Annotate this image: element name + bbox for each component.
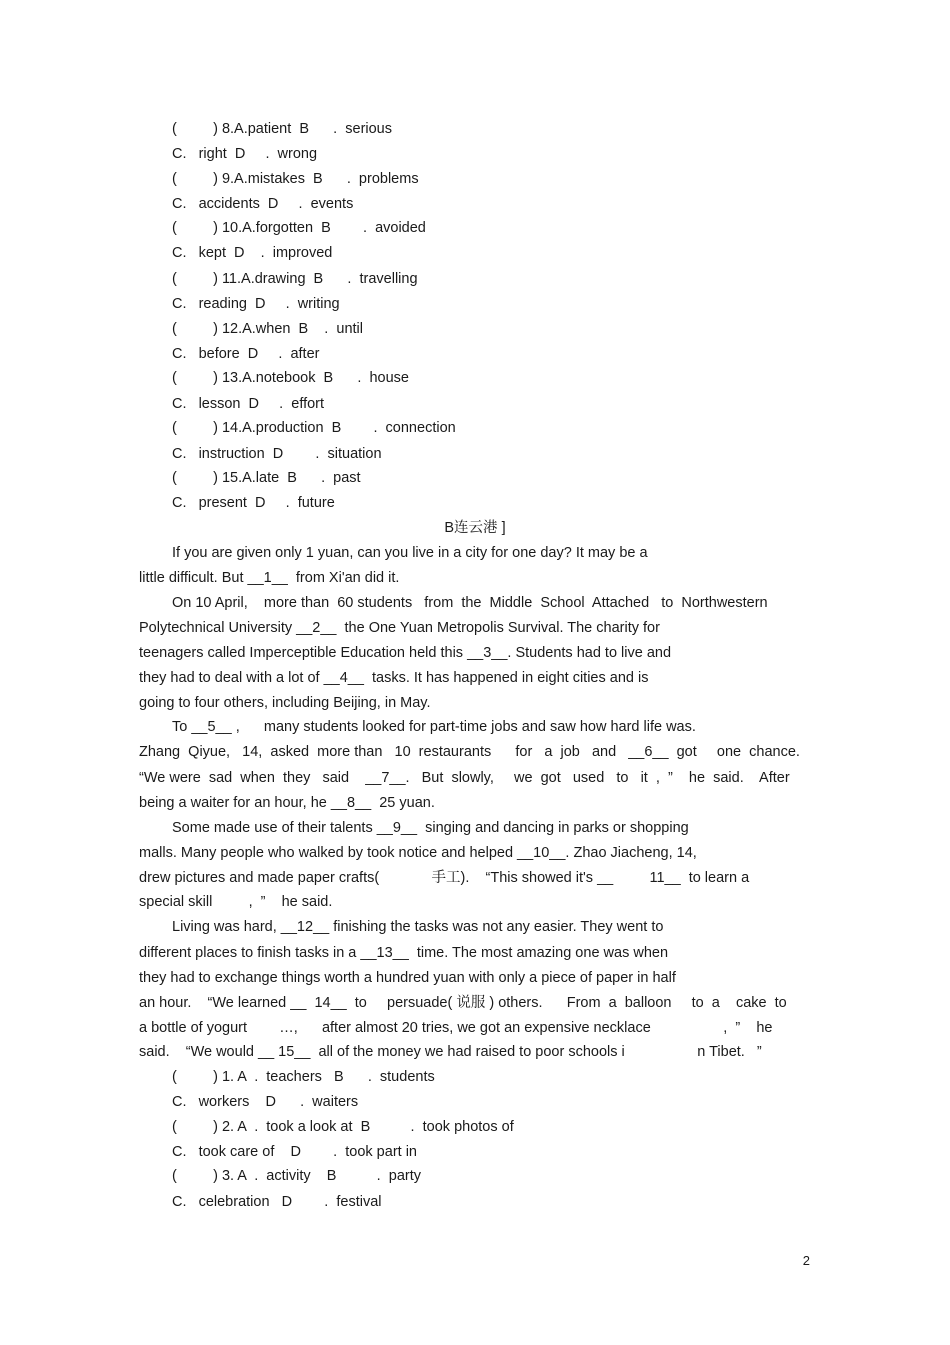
passage-line: Zhang Qiyue, 14, asked more than 10 restaurants for a job and __6__ got one chance. [139, 744, 800, 760]
question-2-line-2: C. took care of D . took part in [172, 1144, 417, 1160]
passage-line: an hour. “We learned __ 14__ to persuade( 说服 ) others. From a balloon to a cake to [139, 995, 787, 1011]
question-13-line-2: C. lesson D . effort [172, 396, 325, 412]
passage-line: malls. Many people who walked by took notice and helped __10__. Zhao Jiacheng, 14, [139, 845, 697, 861]
page-number: 2 [802, 1253, 810, 1268]
passage-line: To __5__ , many students looked for part-time jobs and saw how hard life was. [172, 719, 696, 735]
passage-line: teenagers called Imperceptible Education held this __3__. Students had to live and [139, 645, 672, 661]
question-13-line-1: ( ) 13.A.notebook B . house [172, 370, 409, 386]
passage-line: going to four others, including Beijing, in May. [139, 695, 431, 711]
question-12-line-2: C. before D . after [172, 346, 320, 362]
section-title: B连云港 ] [444, 520, 506, 536]
question-9-line-2: C. accidents D . events [172, 196, 354, 212]
passage-line: drew pictures and made paper crafts( 手工). “This showed it's __ 11__ to learn a [139, 870, 750, 886]
question-1-line-1: ( ) 1. A . teachers B . students [172, 1069, 435, 1085]
passage-line: special skill , ” he said. [139, 894, 333, 910]
question-12-line-1: ( ) 12.A.when B . until [172, 321, 363, 337]
question-3-line-1: ( ) 3. A . activity B . party [172, 1168, 421, 1184]
passage-line: different places to finish tasks in a __13__ time. The most amazing one was when [139, 945, 669, 961]
question-14-line-1: ( ) 14.A.production B . connection [172, 420, 456, 436]
passage-line: On 10 April, more than 60 students from the Middle School Attached to Northwestern [172, 595, 768, 611]
passage-line: Living was hard, __12__ finishing the tasks was not any easier. They went to [172, 919, 664, 935]
question-10-line-2: C. kept D . improved [172, 245, 333, 261]
question-10-line-1: ( ) 10.A.forgotten B . avoided [172, 220, 426, 236]
question-9-line-1: ( ) 9.A.mistakes B . problems [172, 171, 419, 187]
passage-line: If you are given only 1 yuan, can you live in a city for one day? It may be a [172, 545, 648, 561]
passage-line: said. “We would __ 15__ all of the money we had raised to poor schools i n Tibet. ” [139, 1044, 762, 1060]
question-11-line-1: ( ) 11.A.drawing B . travelling [172, 271, 418, 287]
question-11-line-2: C. reading D . writing [172, 296, 340, 312]
question-2-line-1: ( ) 2. A . took a look at B . took photos of [172, 1119, 514, 1135]
question-8-line-1: ( ) 8.A.patient B . serious [172, 121, 392, 137]
passage-line: a bottle of yogurt …, after almost 20 tries, we got an expensive necklace , ” he [139, 1020, 773, 1036]
question-3-line-2: C. celebration D . festival [172, 1194, 382, 1210]
question-14-line-2: C. instruction D . situation [172, 446, 382, 462]
question-15-line-1: ( ) 15.A.late B . past [172, 470, 361, 486]
passage-line: they had to deal with a lot of __4__ tasks. It has happened in eight cities and is [139, 670, 649, 686]
question-1-line-2: C. workers D . waiters [172, 1094, 359, 1110]
passage-line: “We were sad when they said __7__. But slowly, we got used to it , ” he said. After [139, 770, 790, 786]
question-15-line-2: C. present D . future [172, 495, 335, 511]
passage-line: being a waiter for an hour, he __8__ 25 yuan. [139, 795, 435, 811]
passage-line: Polytechnical University __2__ the One Yuan Metropolis Survival. The charity for [139, 620, 660, 636]
passage-line: Some made use of their talents __9__ singing and dancing in parks or shopping [172, 820, 689, 836]
passage-line: they had to exchange things worth a hundred yuan with only a piece of paper in half [139, 970, 676, 986]
passage-line: little difficult. But __1__ from Xi'an did it. [139, 570, 400, 586]
question-8-line-2: C. right D . wrong [172, 146, 318, 162]
